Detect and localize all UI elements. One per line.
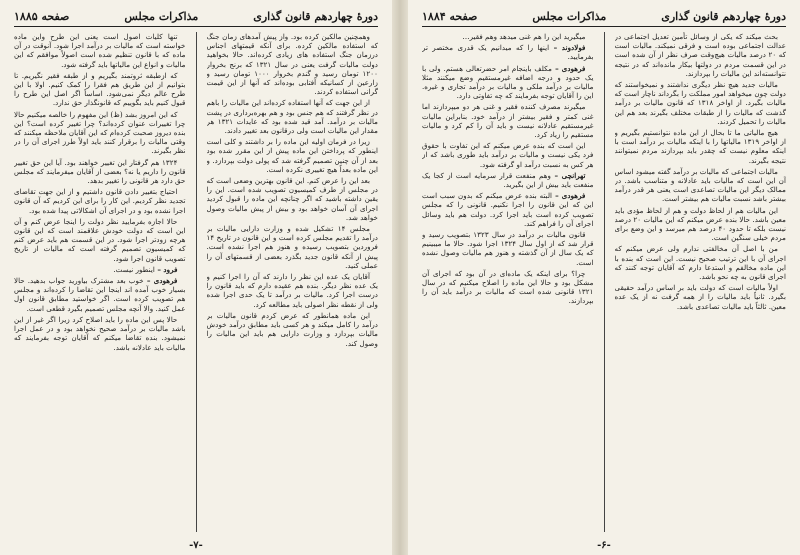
right-page-col-left [422,32,594,532]
body-paragraph: از این جهت که آنها استفاده کرده‌اند این مالیات را باهم در نظر گرفتند که هم جنس بود و هم بهره‌برداری در پشت مالیات بر درآمد. آمد قید شده بود که عایدات ۱۳۲۱ هر مقدار این مالیات است ولی درقانون بعد تغییر دادند. [206,98,378,136]
body-paragraph: تنها کلیات اصول است یعنی این طرح واین ماده خواسته است که مالیات بر درآمد اجرا شود. آنوقت در آن ماده که با قانون تنظیم شده است اصولاً موافقم که این مالیات و انواع این مالیاتها باید گرفته شود. [14,32,186,69]
speaker-paragraph [422,191,594,228]
body-paragraph: وهمچنین مالکین کرده بود. واز پیش آمدهای زمان جنگ که استفاده مالکین کرده. برای آنکه قیمتهای اجناس درزمان جنگ استفاده های زیادی کرده‌اند. حالا بخواهید دولت مالیات گرفت یعنی در سال ۱۳۲۱ که برنج بخروار ۱۲۰۰ تومان رسید و گندم بخروار ۱۰۰۰ تومان رسید و زارعین از کسانیکه آفتابی بوده‌اند که آنها از این قیمت گرانی استفاده کردند. [206,32,378,97]
right-header-page: صفحه ۱۸۸۴ [422,10,478,23]
speaker-text: خوب ‌بعد مشترک ‌بیاورید جواب بدهید. حالا بسیار خوب آمده اند اینجا این تقاضا را کرده‌اند و مجلس هم تصویب کرده است. اگر خواستید مطابق قانون اول عمل کنید. والا آنچه مجلس تصمیم بگیرد قطعی است. [14,276,186,313]
body-paragraph: ۱۳۲۴ هم گرفتار این تغییر خواهند بود. آیا این حق تغییر قانون را داریم یا نه؟ بعضی از آقایان میفرمایند که مجلس حق دارد هر قانونی را تغییر بدهد. [14,157,186,186]
body-paragraph: مجلس ۱۴ تشکیل شده و وزارت دارایی مالیات بر درآمد را تقدیم مجلس کرده است و این قانون در تاریخ ۱۴ فروردین بتصویب رسیده و هنوز هم اجرا نشده است. پیش از آنکه قانون جدید بگذرد بعضی از قسمتهای آن را عملی کنید. [206,224,378,270]
speaker-text: البته بنده عرض میکنم که بدون سبب است این که این قانون را اجرا نکنیم. قانونی را که مجلس تصویب کرده است باید اجرا کرد. دولت هم باید وسائل اجرای آن را فراهم کند. [422,191,594,228]
right-header-center: مذاکرات مجلس [532,10,607,23]
body-paragraph: احتیاج بتغییر دادن قانون داشتیم و از این جهت تقاضای تجدید نظر کردیم. این کار را برای این کردیم که آن قانون اجرا نشده بود و در اجرای آن اشکالاتی پیدا شده بود. [14,187,186,215]
left-page-col-right [207,32,379,532]
body-paragraph: میگیرند مصرف کننده فقیر و غنی هر دو میپردازند اما غنی کمتر و فقیر بیشتر از درآمد خود. بنابراین مالیات غیرمستقیم عادلانه نیست و باید آن را کم کرد و مالیات مستقیم را زیاد کرد. [422,102,594,140]
column-divider [196,32,197,532]
column-divider [604,32,605,532]
body-paragraph: که این امروز بشد (ظ) این مفهوم را خالصه میکنیم حالا چرا تغییرات عنوان کرده‌اند؟ چرا تغییر کرده ‌است؟ این بنده دیروز صحبت کرده‌ام که این آقایان ملاحظه میکنند که وقتی مالیات را ‌برقرار کنند باید اولاً طرز اجرای آن را در نظر بگیرند. [14,109,186,156]
body-paragraph: حالا پس این ماده را باید اصلاح کرد زیرا اگر غیر از این باشد مالیات بر درآمد صحیح نخواهد بود و در عمل اجرا نمیشود. بنده تقاضا میکنم که آقایان توجه بفرمایند که مالیات باید عادلانه باشد. [14,314,186,352]
body-paragraph: هیچ مالیاتی ما تا بحال از این ماده نتوانستیم بگیریم و از اواخر ۱۳۱۹ مالیاتها را با اینکه مالیات بر درآمد است با اینکه معلوم نیست که چقدر باید بپردازند مردم نمیتوانند نتیجه بگیرند. [614,128,786,165]
speaker-paragraph [422,64,594,101]
right-page [408,0,800,555]
speaker-name: فرهودی – [552,191,586,201]
left-page-columns [14,32,378,532]
right-page-col-right [615,32,787,532]
book-gutter [392,0,408,555]
body-paragraph: من با اصل آن مخالفتی ندارم ولی عرض میکنم که اجرای آن با این ترتیب صحیح نیست. این است که بنده با این ماده مخالفم و استدعا دارم که آقایان توجه کنند که اجرای قانون به چه نحو باشد. [614,244,786,282]
body-paragraph: بعد این را عرض کنم. این قانون بهترین وضعی است که در مجلس از طرف کمیسیون تصویب شده است. این را یقین داشته باشید که اگر چنانچه این ماده را قبول کردید اجرای آن آسان خواهد بود و بیش از پیش مالیات وصول خواهد شد. [206,176,378,222]
right-header-title: دورهٔ چهاردهم قانون گذاری [661,10,786,23]
speaker-name: تهرانچی – [551,170,586,180]
body-paragraph: میگیرید این را هم غنی میدهد وهم فقیر… [462,32,586,41]
right-page-header [422,10,786,27]
body-paragraph: این است که بنده عرض میکنم که این تفاوت با حقوق فرد یکی نیست و مالیات بر درآمد باید طوری باشد که از هر کس به نسبت درآمد او گرفته شود. [422,141,594,169]
left-page-header [14,10,378,27]
speaker-paragraph [14,276,186,313]
body-paragraph: این ماده همانطور که عرض کردم قانون مالیات بر درآمد را کامل میکند و هر کسی باید مطابق درآمد خودش مالیات بپردازد و وزارت دارایی هم باید این مالیات را وصول کند. [206,310,378,348]
left-header-page: صفحه ۱۸۸۵ [14,10,70,23]
left-page-col-left [14,32,186,532]
body-paragraph: که ازطبقه ثروتمند بگیریم و از طبقه فقیر نگیریم. تا بتوانیم از این طریق هم فقرا را کمک کنیم. اولا با این طرح عالم دیگر نمی‌شود. اساساً اگر اصل این طرح را قبول کنیم باید بگوییم که قانونگذار حق ندارد. [14,70,186,108]
body-paragraph: مالیات اجتماعی که مالیات بر درآمد گفته میشود اساس آن این است که مالیات باید عادلانه و متناسب باشد. در ممالک دیگر این مالیات تصاعدی است یعنی هر قدر درآمد بیشتر باشد نسبت مالیات هم بیشتر است. [614,166,786,204]
body-paragraph: آقایان یک عده این نظر را دارند که آن را اجرا کنیم و یک عده نظر دیگر. بنده هم عقیده دارم که باید قانون را درست اجرا کرد. مالیات بر درآمد تا یک حدی اجرا شده ولی از نقطه نظر اصولی باید مطالعه کرد. [206,272,378,309]
right-page-number: -۶- [597,540,611,551]
speaker-paragraph [422,43,594,61]
body-paragraph: قانون مالیات بر درآمد در سال ۱۳۲۳ بتصویب رسید و قرار شد که از اول سال ۱۳۲۴ اجرا شود. حالا ما میبینیم که یک سال از آن گذشته و هنوز هم مالیات وصول نشده است. [422,230,594,267]
left-page [0,0,392,555]
speaker-text: اینطور نیست. [113,264,155,274]
body-paragraph: مالیات جدید هیچ نظر دیگری نداشتند و نمیخواستند که دولت چون میخواهد امور مملکت را بگرداند ناچار است که مالیات بگیرد. از اواخر ۱۳۱۸ که قانون مالیات بر درآمد گذشت که مالیات را از طبقات مختلف بگیرند بعد هم این مالیات را تحمیل کردند. [614,80,786,126]
speaker-name: فرهودی – [143,276,178,286]
body-paragraph: این مالیات هم از لحاظ دولت و هم از لحاظ مؤدی باید معین باشد. حالا بنده عرض میکنم که این مالیات ۲۰ درصد نیست بلکه تا حدود ۴۰ درصد هم میرسد و این وضع برای مردم خیلی سنگین است. [614,205,786,243]
right-page-columns [422,32,786,532]
left-header-title: دورهٔ چهاردهم قانون گذاری [253,10,378,23]
speaker-name: فرهودی – [552,63,586,73]
left-page-number: -۷- [189,540,203,551]
body-paragraph: اولاً مالیات است که دولت باید بر اساس درآمد حقیقی بگیرد. ثانیاً باید مالیات را از همه گرفت نه از یک عده معین. ثالثاً باید مالیات تصاعدی باشد. [614,283,786,311]
speaker-text: مکلف باینجام امر حضرتعالی هستم. ولی با یک حدود و درجه اضافه غیرمستقیم وضع میکنند مثلا مالیات بر درآمد ملکی و مالیات بر درآمد تجاری و غیره. این را آقایان توجه بفرمایند که چه تفاوتی دارد. [422,63,594,101]
body-paragraph: چرا؟ برای اینکه یک ماده‌ای در آن بود که اجرای آن مشکل بود و حالا این ماده را اصلاح میکنیم که در سال ۱۳۲۱ قانونی شده است که مالیات بر درآمد باید آن را بپردازند. [422,268,594,306]
body-paragraph: حالا اجازه بفرمایید نظر دولت را اینجا عرض کنم و آن این است که دولت خودش علاقمند است که این قانون هرچه زودتر اجرا شود. در این قسمت هم باید عرض کنم که کمیسیون تصمیم گرفته است که مالیات از تاریخ تصویب قانون اجرا شود. [14,216,186,263]
speaker-text: اینها را که میدانیم یک قدری مختصر تر بفرمایید. [422,43,594,62]
speaker-paragraph [422,171,594,189]
speaker-name: فرود – [154,264,178,274]
body-paragraph: بحث میکند که یکی از وسائل تأمین تعدیل اجتماعی در عدالت اجتماعی بوده است و فرقی نمیکند. مالیات است که ۲۰ ‌درصد مالیات هیچ‌وقت صرف نظر از آن شده است در این قسمت مردم در دولتها بیکار مانده‌اند که در نتیجه نتوانسته‌اند این مالیات را بپردازند. [614,32,786,78]
left-header-center: مذاکرات مجلس [124,10,199,23]
speaker-name: فولادوند – [549,43,586,53]
body-paragraph: زیرا در فرمان اولیه این ماده را بر داشتند و کلی است اینطور که پرداختن این ماده پیش از این مقرر شده بود بعد از آن چنین تصمیم گرفته شد که پولی دولت بپردازد. و این ماده بعداً هیچ تغییری نکرده است. [206,137,378,174]
speaker-text: وهم منفعت قرار سرمایه است از کجا یک منفعت باید بیش از این بگیرید. [422,170,594,190]
speaker-paragraph [14,265,186,274]
